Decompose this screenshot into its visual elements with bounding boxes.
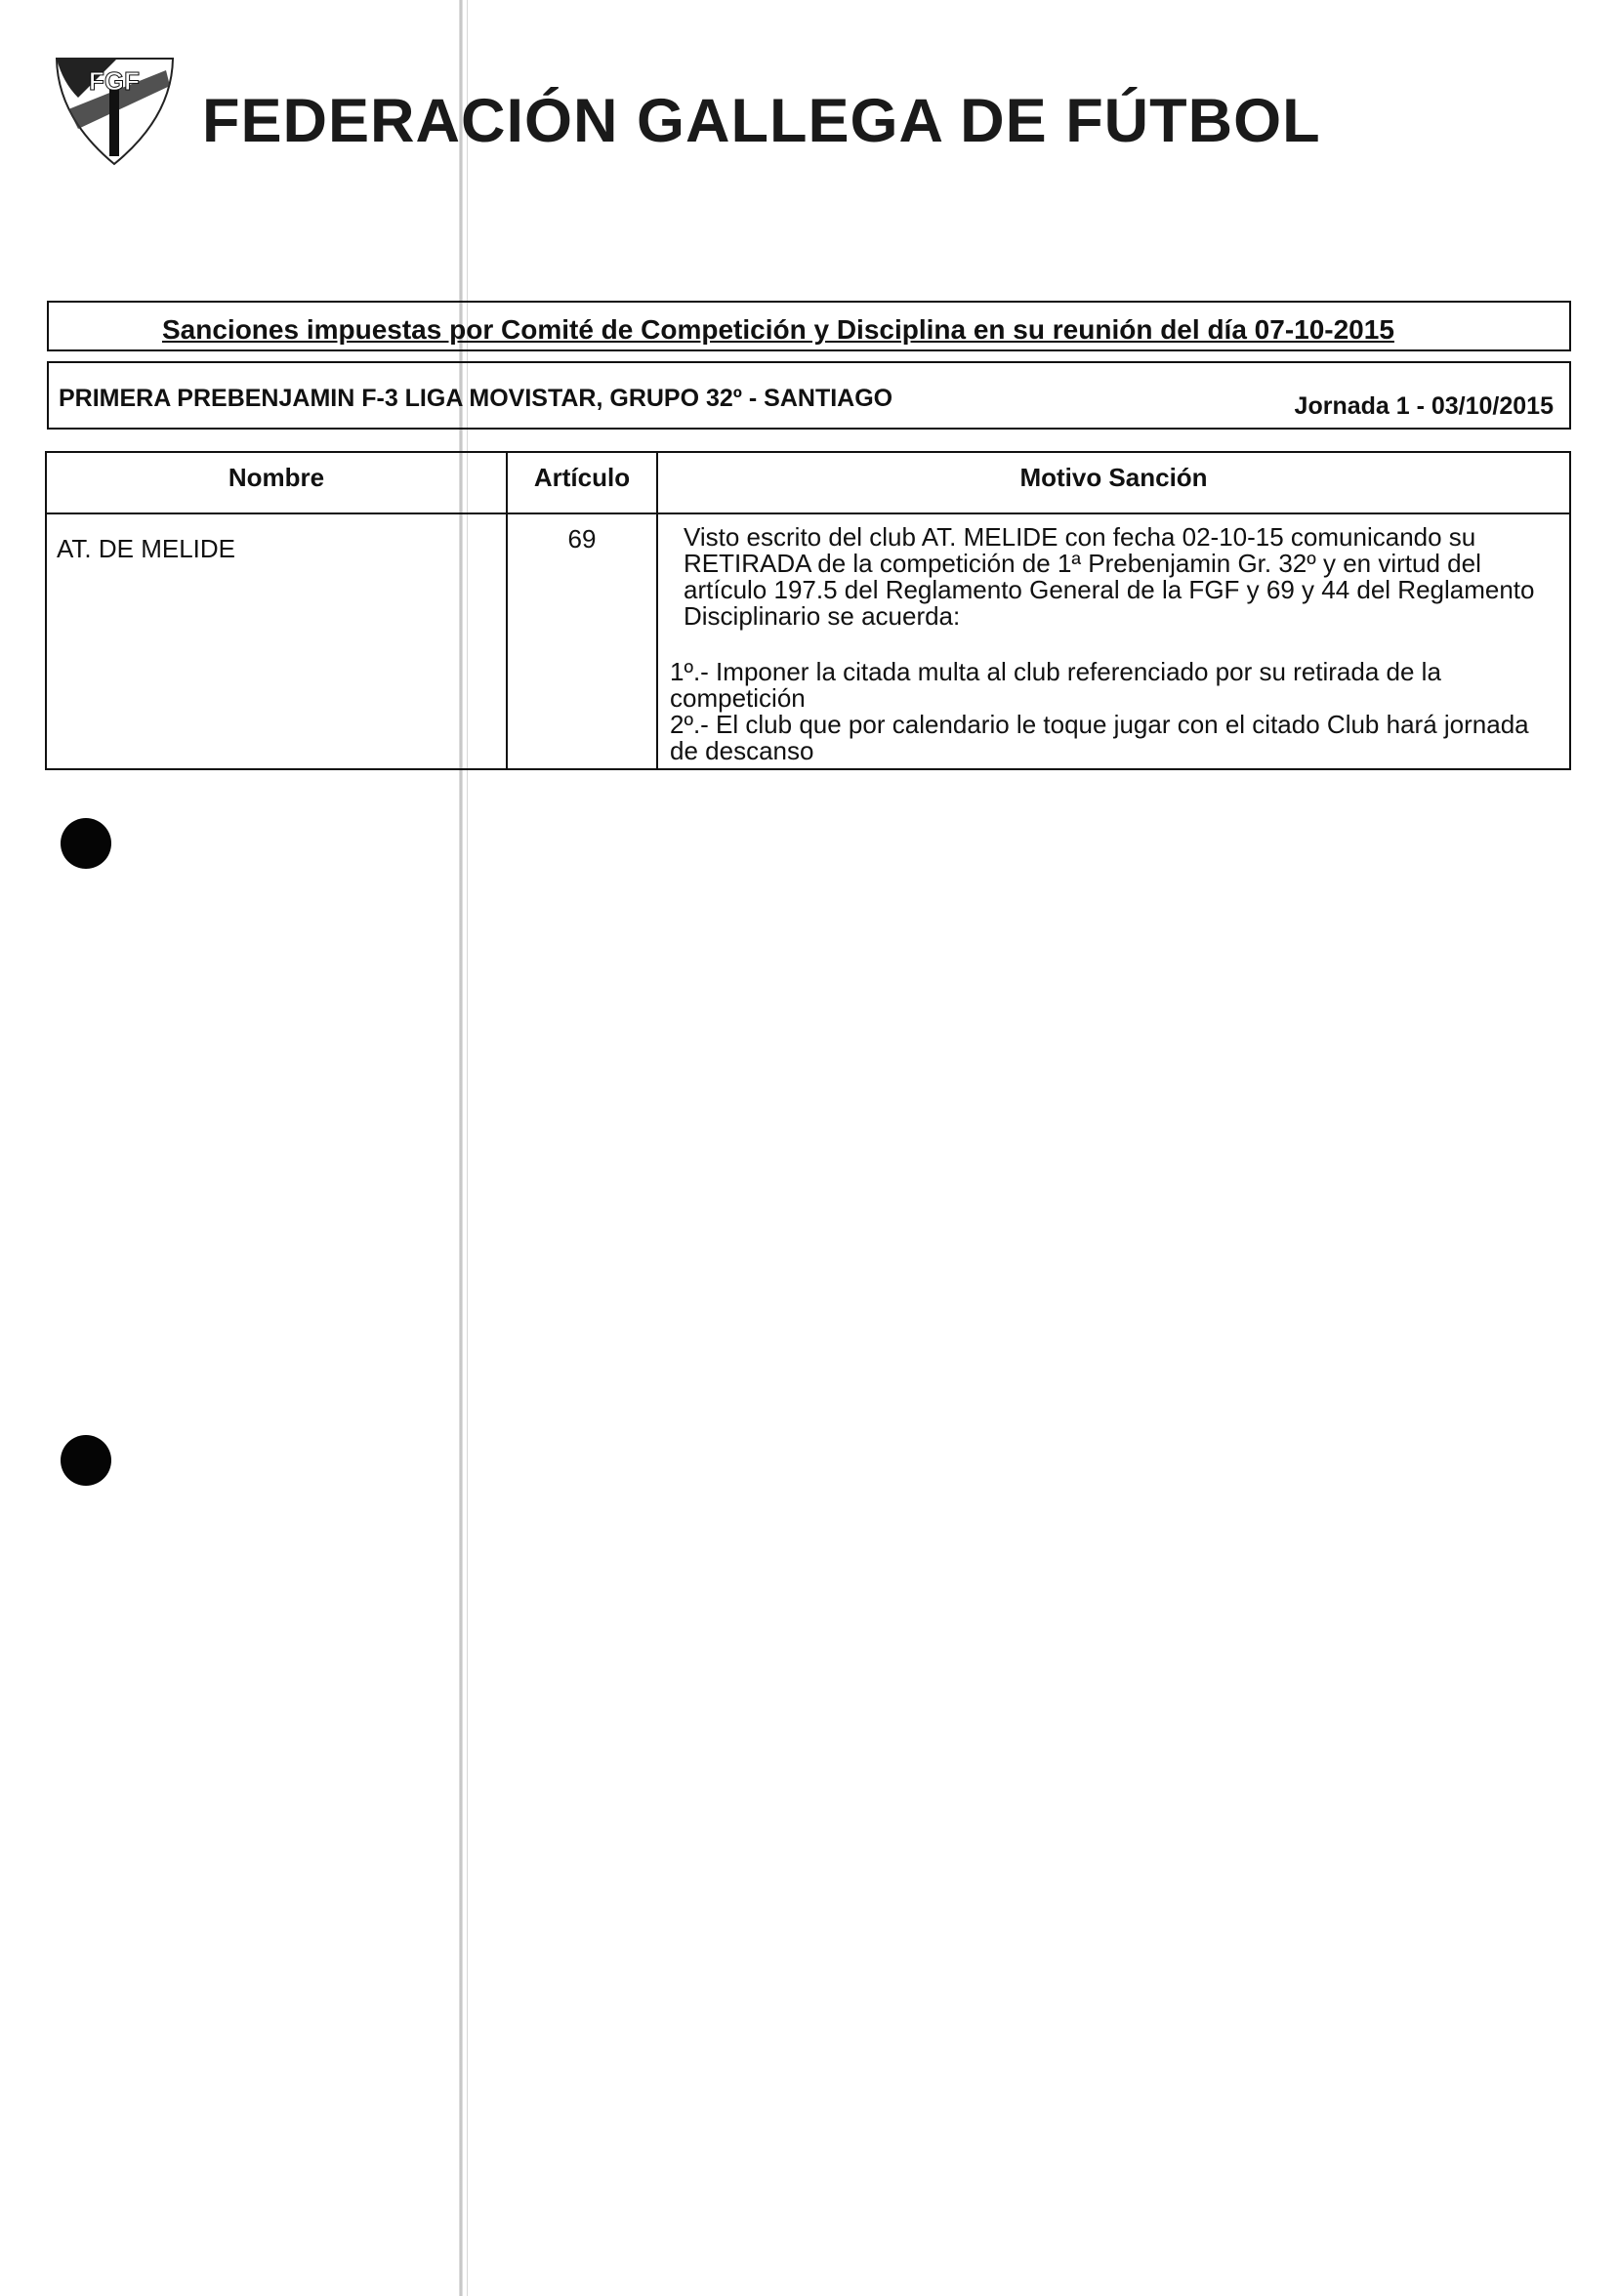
- motivo-punto-2: 2º.- El club que por calendario le toque jugar con el citado Club hará jornada de descanso: [670, 710, 1529, 765]
- sanciones-heading-box: [47, 301, 1571, 351]
- header-motivo: Motivo Sanción: [657, 452, 1570, 513]
- sanciones-heading: Sanciones impuestas por Comité de Competición y Disciplina en su reunión del día 07-10-2015: [162, 314, 1394, 345]
- motivo-punto-1: 1º.- Imponer la citada multa al club referenciado por su retirada de la competición: [670, 657, 1441, 713]
- punch-hole-bottom: [61, 1435, 111, 1486]
- competition-box: [47, 361, 1571, 430]
- header-articulo: Artículo: [507, 452, 657, 513]
- cell-motivo: [657, 513, 1570, 769]
- cell-articulo: 69: [507, 513, 657, 769]
- punch-hole-top: [61, 818, 111, 869]
- table-header-row: [46, 452, 1570, 513]
- header-nombre: Nombre: [46, 452, 507, 513]
- jornada-label: Jornada 1 - 03/10/2015: [1294, 392, 1554, 420]
- motivo-intro: Visto escrito del club AT. MELIDE con fecha 02-10-15 comunicando su RETIRADA de la competición de 1ª Prebenjamin Gr. 32º y en virtud del artículo 197.5 del Reglamento General de la FGF y 69 y 44 del Reglamento Disciplinario se acuerda:: [684, 522, 1535, 631]
- fgf-logo-icon: [49, 49, 181, 171]
- sanctions-table: [45, 451, 1571, 770]
- cell-nombre: AT. DE MELIDE: [46, 513, 507, 769]
- competition-name: PRIMERA PREBENJAMIN F-3 LIGA MOVISTAR, GRUPO 32º - SANTIAGO: [59, 385, 893, 412]
- organization-title: FEDERACIÓN GALLEGA DE FÚTBOL: [202, 87, 1321, 155]
- svg-text:FGF: FGF: [89, 66, 140, 96]
- table-row: [46, 513, 1570, 769]
